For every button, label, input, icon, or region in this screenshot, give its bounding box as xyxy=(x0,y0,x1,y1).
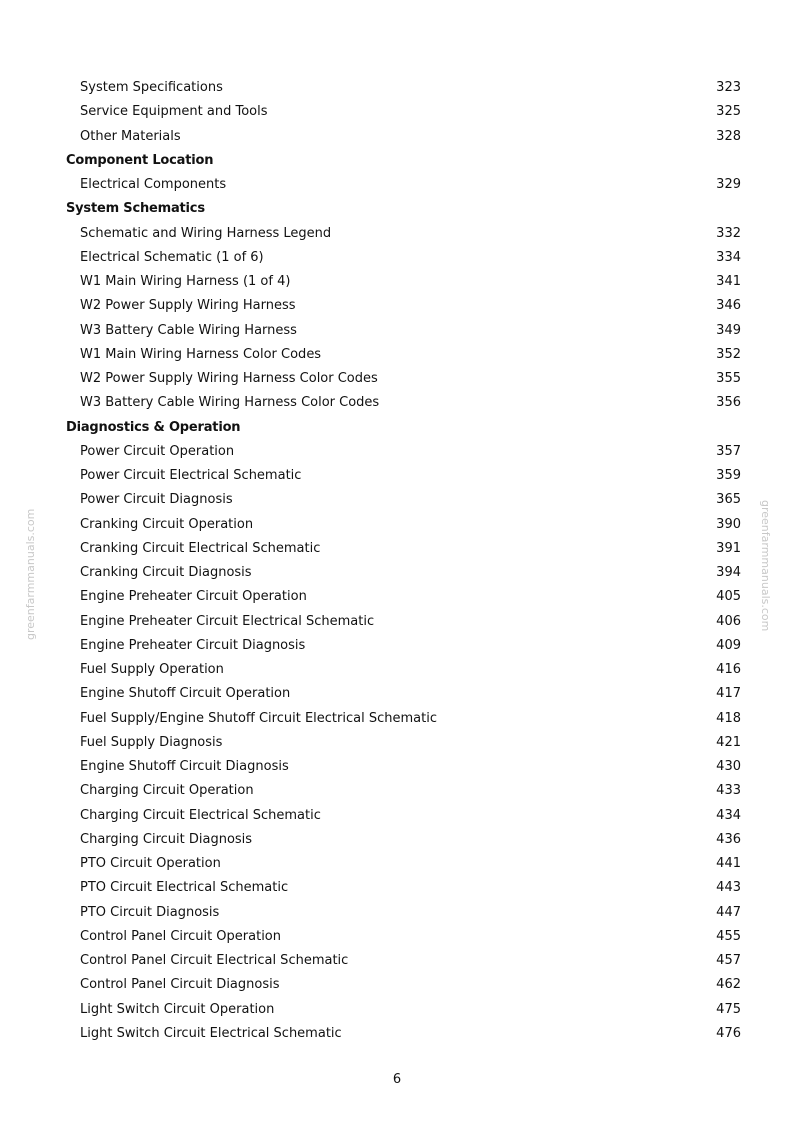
toc-entry-title: W1 Main Wiring Harness (1 of 4) xyxy=(80,274,291,289)
toc-entry[interactable] xyxy=(0,585,794,609)
toc-entry-title: Fuel Supply Operation xyxy=(80,662,224,677)
toc-section-heading xyxy=(0,197,794,221)
toc-entry-title: Engine Shutoff Circuit Diagnosis xyxy=(80,759,289,774)
toc-entry-page: 443 xyxy=(716,880,741,896)
toc-entry-title: W3 Battery Cable Wiring Harness xyxy=(80,322,297,338)
toc-entry[interactable] xyxy=(0,125,794,149)
toc-entry[interactable] xyxy=(0,634,794,658)
toc-entry-page: 349 xyxy=(716,322,741,338)
toc-entry-page: 329 xyxy=(716,177,741,192)
toc-entry-title: W1 Main Wiring Harness Color Codes xyxy=(80,346,322,362)
toc-entry[interactable] xyxy=(0,876,794,900)
toc-entry-page: 447 xyxy=(716,904,741,920)
watermark-left: greenfarmmanuals.com xyxy=(24,508,37,640)
toc-entry-title: PTO Circuit Operation xyxy=(80,856,221,871)
toc-entry-page: 391 xyxy=(716,540,741,556)
toc-entry-title: Fuel Supply/Engine Shutoff Circuit Electrical Schematic xyxy=(80,710,437,726)
toc-entry-title: Engine Preheater Circuit Operation xyxy=(80,589,307,605)
toc-entry-page: 355 xyxy=(716,371,741,386)
toc-entry-page: 357 xyxy=(716,443,741,459)
toc-entry-title: W3 Battery Cable Wiring Harness Color Codes xyxy=(80,395,380,411)
toc-entry-title: W2 Power Supply Wiring Harness xyxy=(80,298,296,314)
toc-entry[interactable] xyxy=(0,222,794,246)
toc-entry[interactable] xyxy=(0,294,794,318)
toc-entry[interactable] xyxy=(0,973,794,997)
toc-entry-page: 359 xyxy=(716,468,741,483)
toc-entry-page: 475 xyxy=(716,1001,741,1017)
toc-entry-title: PTO Circuit Diagnosis xyxy=(80,904,220,920)
toc-entry-page: 417 xyxy=(716,686,741,702)
toc-entry-title: Electrical Components xyxy=(80,177,227,192)
toc-entry[interactable] xyxy=(0,343,794,367)
toc-entry[interactable] xyxy=(0,1022,794,1046)
toc-entry-title: Electrical Schematic (1 of 6) xyxy=(80,249,264,265)
toc-entry-title: Control Panel Circuit Electrical Schematic xyxy=(80,953,349,968)
toc-entry-title: Other Materials xyxy=(80,128,181,144)
toc-entry[interactable] xyxy=(0,779,794,803)
toc-entry-title: Engine Shutoff Circuit Operation xyxy=(80,686,291,702)
toc-entry-title: Charging Circuit Operation xyxy=(80,783,254,799)
toc-entry[interactable] xyxy=(0,391,794,415)
toc-entry-page: 455 xyxy=(716,928,741,944)
toc-entry-page: 332 xyxy=(716,225,741,241)
toc-entry[interactable] xyxy=(0,464,794,488)
toc-entry[interactable] xyxy=(0,804,794,828)
toc-section-title: System Schematics xyxy=(66,201,205,217)
toc-entry-page: 341 xyxy=(716,274,741,289)
toc-entry-page: 346 xyxy=(716,298,741,314)
toc-entry-title: Power Circuit Operation xyxy=(80,443,235,459)
toc-entry-title: W2 Power Supply Wiring Harness Color Codes xyxy=(80,371,378,386)
toc-entry[interactable] xyxy=(0,100,794,124)
toc-entry[interactable] xyxy=(0,561,794,585)
toc-entry-title: Light Switch Circuit Electrical Schematic xyxy=(80,1025,342,1041)
toc-entry-title: Control Panel Circuit Operation xyxy=(80,928,281,944)
toc-entry-page: 433 xyxy=(716,783,741,799)
toc-entry-page: 405 xyxy=(716,589,741,605)
toc-entry-title: PTO Circuit Electrical Schematic xyxy=(80,880,289,896)
toc-entry[interactable] xyxy=(0,949,794,973)
toc-entry-page: 390 xyxy=(716,516,741,532)
toc-entry[interactable] xyxy=(0,755,794,779)
toc-entry-page: 416 xyxy=(716,662,741,677)
toc-entry-page: 352 xyxy=(716,346,741,362)
toc-entry[interactable] xyxy=(0,901,794,925)
toc-entry-page: 441 xyxy=(716,856,741,871)
toc-entry-page: 434 xyxy=(716,807,741,823)
toc-entry-page: 356 xyxy=(716,395,741,411)
toc-entry[interactable] xyxy=(0,76,794,100)
toc-entry-title: Cranking Circuit Diagnosis xyxy=(80,565,252,580)
watermark-right: greenfarmmanuals.com xyxy=(759,500,772,632)
toc-entry-page: 462 xyxy=(716,977,741,993)
toc-entry-page: 409 xyxy=(716,637,741,653)
page-number: 6 xyxy=(392,1072,402,1087)
toc-entry[interactable] xyxy=(0,610,794,634)
toc-entry-title: Cranking Circuit Operation xyxy=(80,516,254,532)
toc-entry-page: 457 xyxy=(716,953,741,968)
toc-entry-title: Schematic and Wiring Harness Legend xyxy=(80,225,332,241)
toc-entry-title: Light Switch Circuit Operation xyxy=(80,1001,275,1017)
toc-entry[interactable] xyxy=(0,440,794,464)
toc-entry[interactable] xyxy=(0,828,794,852)
toc-entry-page: 406 xyxy=(716,613,741,629)
toc-entry[interactable] xyxy=(0,367,794,391)
toc-entry-title: Service Equipment and Tools xyxy=(80,104,268,120)
toc-entry-title: Fuel Supply Diagnosis xyxy=(80,734,223,750)
toc-entry[interactable] xyxy=(0,658,794,682)
table-of-contents xyxy=(0,76,794,1046)
toc-entry-page: 323 xyxy=(716,80,741,95)
toc-entry-title: Charging Circuit Diagnosis xyxy=(80,831,253,847)
toc-entry[interactable] xyxy=(0,731,794,755)
toc-entry[interactable] xyxy=(0,682,794,706)
toc-entry-page: 436 xyxy=(716,831,741,847)
toc-entry-title: Engine Preheater Circuit Electrical Schematic xyxy=(80,613,375,629)
toc-entry[interactable] xyxy=(0,513,794,537)
toc-entry[interactable] xyxy=(0,488,794,512)
toc-entry[interactable] xyxy=(0,173,794,197)
toc-entry-title: Cranking Circuit Electrical Schematic xyxy=(80,540,321,556)
toc-section-heading xyxy=(0,416,794,440)
toc-entry-title: Charging Circuit Electrical Schematic xyxy=(80,807,321,823)
toc-entry-title: Engine Preheater Circuit Diagnosis xyxy=(80,637,306,653)
toc-entry-page: 365 xyxy=(716,492,741,508)
toc-entry[interactable] xyxy=(0,246,794,270)
toc-entry[interactable] xyxy=(0,537,794,561)
toc-section-heading xyxy=(0,149,794,173)
toc-entry[interactable] xyxy=(0,925,794,949)
toc-section-title: Diagnostics & Operation xyxy=(66,419,241,435)
toc-entry[interactable] xyxy=(0,998,794,1022)
toc-entry[interactable] xyxy=(0,707,794,731)
toc-entry[interactable] xyxy=(0,852,794,876)
toc-entry-title: Control Panel Circuit Diagnosis xyxy=(80,977,280,993)
toc-entry-title: System Specifications xyxy=(80,80,223,95)
toc-entry-page: 334 xyxy=(716,249,741,265)
toc-entry-page: 418 xyxy=(716,710,741,726)
toc-entry-title: Power Circuit Electrical Schematic xyxy=(80,468,302,483)
toc-entry[interactable] xyxy=(0,270,794,294)
toc-entry-page: 476 xyxy=(716,1025,741,1041)
toc-section-title: Component Location xyxy=(66,152,214,168)
toc-entry[interactable] xyxy=(0,319,794,343)
toc-entry-page: 325 xyxy=(716,104,741,120)
toc-entry-page: 421 xyxy=(716,734,741,750)
toc-entry-page: 430 xyxy=(716,759,741,774)
toc-entry-page: 328 xyxy=(716,128,741,144)
toc-entry-title: Power Circuit Diagnosis xyxy=(80,492,233,508)
toc-entry-page: 394 xyxy=(716,565,741,580)
